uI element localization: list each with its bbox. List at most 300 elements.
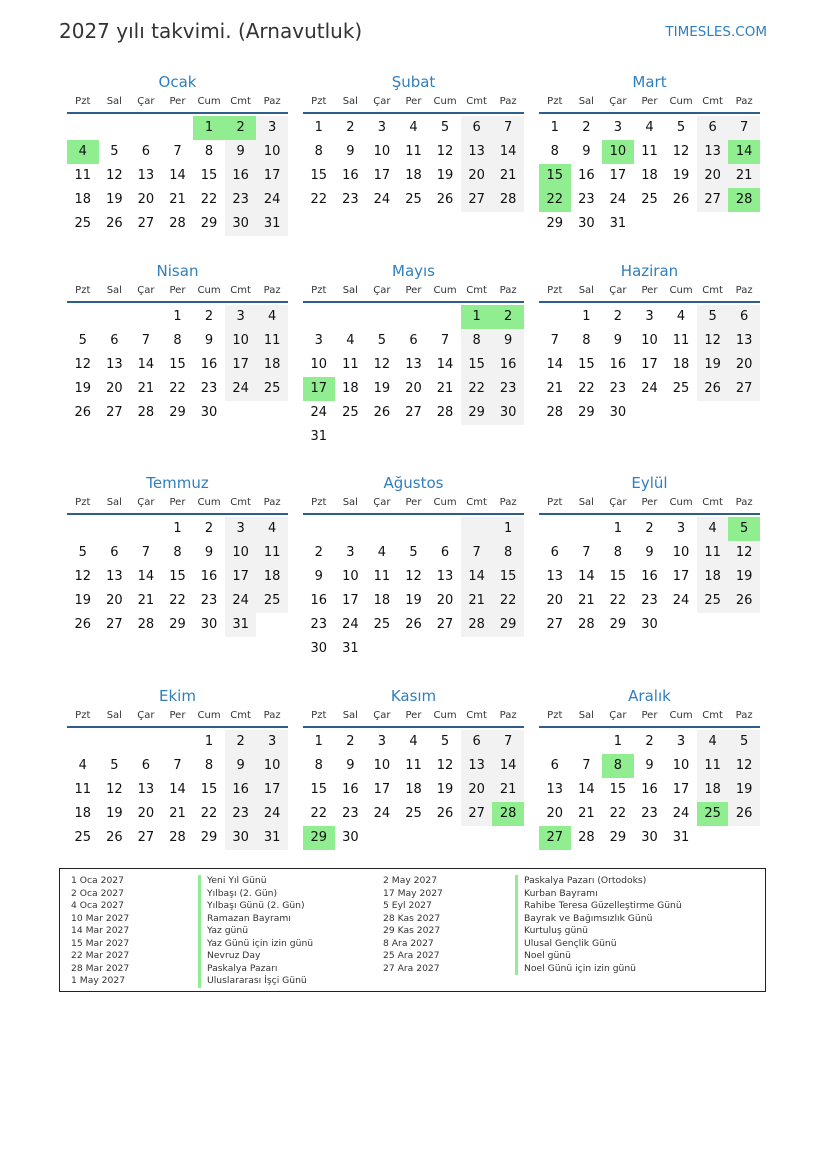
- month-name: Şubat: [391, 73, 436, 91]
- day-cell: 8: [204, 144, 214, 159]
- day-cell: 7: [492, 730, 524, 754]
- day-cell: 5: [110, 144, 119, 159]
- day-cell: 21: [578, 593, 595, 608]
- day-cell: 9: [492, 329, 524, 353]
- weekday-label: Cmt: [466, 285, 487, 296]
- legend-date: 1 Oca 2027: [71, 875, 124, 886]
- day-cell: 2: [204, 309, 214, 324]
- header-rule: [303, 513, 524, 515]
- day-cell: 1: [582, 309, 591, 324]
- holiday-day-cell: 1: [193, 116, 225, 140]
- day-cell: 3: [346, 545, 355, 560]
- day-cell: 25: [74, 216, 92, 231]
- header-rule: [303, 726, 524, 728]
- day-cell: 26: [697, 377, 729, 401]
- day-cell: 30: [609, 405, 627, 420]
- empty-cell: [130, 730, 162, 754]
- day-cell: 27: [137, 216, 155, 231]
- day-cell: 31: [310, 429, 328, 444]
- day-cell: 9: [346, 144, 355, 159]
- day-cell: 11: [256, 329, 288, 353]
- empty-cell: [67, 305, 99, 329]
- day-cell: 24: [672, 806, 690, 821]
- month-1: [67, 71, 288, 236]
- day-cell: 23: [641, 806, 658, 821]
- day-cell: 31: [256, 212, 288, 236]
- empty-cell: [539, 730, 571, 754]
- weekday-label: Çar: [609, 285, 627, 296]
- day-cell: 3: [676, 734, 686, 749]
- day-cell: 21: [137, 381, 155, 396]
- day-cell: 22: [169, 593, 186, 608]
- weekday-label: Per: [405, 497, 422, 508]
- day-cell: 26: [672, 192, 690, 207]
- day-cell: 16: [200, 569, 218, 584]
- weekday-header: [539, 494, 760, 512]
- day-cell: 1: [613, 521, 623, 536]
- header-rule: [539, 301, 760, 303]
- day-cell: 25: [256, 377, 288, 401]
- month-7: [67, 472, 288, 637]
- day-cell: 17: [672, 782, 690, 797]
- weekday-label: Pzt: [547, 497, 563, 508]
- month-name: Eylül: [631, 474, 668, 492]
- legend-holiday-name: Noel günü: [515, 950, 682, 963]
- day-cell: 14: [137, 357, 155, 372]
- day-cell: 8: [461, 329, 493, 353]
- month-10: [67, 685, 288, 850]
- day-grid: [303, 730, 524, 850]
- day-cell: 10: [342, 569, 359, 584]
- day-cell: 12: [74, 569, 92, 584]
- month-6: [539, 260, 760, 425]
- day-cell: 31: [225, 613, 257, 637]
- legend-holiday-name: Yılbaşı Günü (2. Gün): [198, 900, 313, 913]
- day-cell: 13: [137, 168, 155, 183]
- month-11: [303, 685, 524, 850]
- day-grid: [67, 730, 288, 850]
- day-cell: 15: [200, 168, 218, 183]
- day-cell: 9: [645, 758, 654, 773]
- day-grid: [67, 116, 288, 236]
- day-grid: [67, 517, 288, 637]
- weekday-label: Per: [405, 710, 422, 721]
- day-cell: 22: [461, 377, 493, 401]
- day-cell: 29: [492, 613, 524, 637]
- day-cell: 28: [546, 405, 564, 420]
- day-cell: 29: [169, 617, 186, 632]
- day-cell: 10: [373, 144, 391, 159]
- day-cell: 24: [609, 192, 627, 207]
- day-cell: 2: [225, 730, 257, 754]
- day-cell: 19: [74, 593, 92, 608]
- day-cell: 9: [225, 140, 257, 164]
- day-cell: 11: [641, 144, 658, 159]
- weekday-label: Çar: [137, 285, 155, 296]
- day-cell: 21: [546, 381, 564, 396]
- day-cell: 5: [409, 545, 418, 560]
- day-cell: 21: [169, 192, 186, 207]
- day-cell: 24: [256, 188, 288, 212]
- header-rule: [303, 301, 524, 303]
- day-cell: 28: [578, 830, 595, 845]
- day-cell: 12: [373, 357, 391, 372]
- header-rule: [67, 112, 288, 114]
- day-cell: 15: [492, 565, 524, 589]
- day-cell: 11: [74, 168, 92, 183]
- day-cell: 28: [461, 613, 493, 637]
- day-cell: 29: [169, 405, 186, 420]
- day-cell: 10: [256, 754, 288, 778]
- day-cell: 7: [728, 116, 760, 140]
- day-cell: 29: [609, 617, 627, 632]
- weekday-label: Cum: [433, 96, 457, 107]
- day-cell: 29: [200, 830, 218, 845]
- day-grid: [67, 305, 288, 425]
- day-cell: 24: [373, 192, 391, 207]
- weekday-header: [539, 282, 760, 300]
- day-grid: [303, 517, 524, 661]
- day-cell: 28: [169, 216, 186, 231]
- weekday-label: Paz: [735, 497, 753, 508]
- header-rule: [67, 513, 288, 515]
- day-cell: 27: [697, 188, 729, 212]
- month-4: [67, 260, 288, 425]
- weekday-label: Paz: [735, 710, 753, 721]
- weekday-header: [303, 494, 524, 512]
- weekday-label: Cum: [433, 497, 457, 508]
- weekday-label: Çar: [373, 285, 391, 296]
- day-cell: 11: [74, 782, 92, 797]
- day-cell: 5: [78, 545, 87, 560]
- day-cell: 13: [728, 329, 760, 353]
- day-cell: 1: [550, 120, 559, 135]
- holiday-day-cell: 4: [67, 140, 99, 164]
- day-cell: 22: [200, 806, 218, 821]
- day-cell: 27: [436, 617, 454, 632]
- day-cell: 8: [550, 144, 559, 159]
- day-cell: 27: [461, 188, 493, 212]
- empty-cell: [366, 305, 398, 329]
- weekday-header: [67, 282, 288, 300]
- weekday-label: Per: [641, 96, 658, 107]
- day-cell: 2: [645, 521, 654, 536]
- legend-holiday-name: Yaz Günü için izin günü: [198, 938, 313, 951]
- day-cell: 30: [342, 830, 359, 845]
- day-cell: 5: [697, 305, 729, 329]
- day-cell: 10: [225, 329, 257, 353]
- day-cell: 21: [436, 381, 454, 396]
- day-cell: 5: [440, 734, 450, 749]
- weekday-label: Cum: [197, 710, 221, 721]
- day-cell: 1: [613, 734, 623, 749]
- empty-cell: [571, 730, 603, 754]
- month-name: Ekim: [159, 687, 196, 705]
- day-cell: 22: [578, 381, 595, 396]
- day-cell: 16: [641, 569, 658, 584]
- day-cell: 8: [492, 541, 524, 565]
- day-cell: 1: [173, 309, 182, 324]
- day-cell: 23: [200, 593, 218, 608]
- day-cell: 2: [645, 734, 654, 749]
- day-cell: 4: [645, 120, 654, 135]
- month-name: Aralık: [628, 687, 671, 705]
- empty-cell: [539, 517, 571, 541]
- day-cell: 28: [492, 188, 524, 212]
- day-cell: 17: [373, 168, 391, 183]
- day-cell: 10: [672, 545, 690, 560]
- weekday-label: Pzt: [311, 710, 327, 721]
- day-cell: 25: [405, 192, 422, 207]
- holiday-day-cell: 14: [728, 140, 760, 164]
- day-cell: 20: [546, 806, 564, 821]
- weekday-label: Per: [405, 285, 422, 296]
- day-cell: 6: [550, 545, 559, 560]
- day-cell: 3: [256, 116, 288, 140]
- day-cell: 21: [461, 589, 493, 613]
- day-cell: 19: [373, 381, 391, 396]
- day-cell: 20: [728, 353, 760, 377]
- weekday-label: Çar: [609, 96, 627, 107]
- legend-date: 4 Oca 2027: [71, 900, 124, 911]
- day-cell: 23: [225, 802, 257, 826]
- legend-dates-left: [71, 875, 129, 988]
- day-cell: 20: [405, 381, 422, 396]
- day-cell: 6: [141, 758, 151, 773]
- month-name: Haziran: [620, 262, 679, 280]
- weekday-label: Cum: [197, 497, 221, 508]
- day-cell: 25: [256, 589, 288, 613]
- day-cell: 11: [405, 144, 422, 159]
- day-cell: 6: [550, 758, 559, 773]
- day-cell: 19: [728, 778, 760, 802]
- day-cell: 21: [728, 164, 760, 188]
- day-cell: 30: [200, 617, 218, 632]
- empty-cell: [429, 305, 461, 329]
- day-cell: 24: [641, 381, 658, 396]
- day-cell: 26: [106, 830, 123, 845]
- month-12: [539, 685, 760, 850]
- weekday-label: Pzt: [547, 96, 563, 107]
- weekday-label: Çar: [137, 96, 155, 107]
- day-cell: 2: [204, 521, 214, 536]
- day-cell: 8: [204, 758, 214, 773]
- empty-cell: [67, 730, 99, 754]
- month-3: [539, 71, 760, 236]
- weekday-label: Çar: [373, 497, 391, 508]
- day-cell: 18: [373, 593, 391, 608]
- legend-names-left: [198, 875, 313, 988]
- holiday-day-cell: 17: [303, 377, 335, 401]
- day-cell: 19: [436, 168, 454, 183]
- day-cell: 3: [225, 517, 257, 541]
- day-cell: 2: [314, 545, 323, 560]
- day-cell: 20: [436, 593, 454, 608]
- weekday-label: Cmt: [702, 96, 723, 107]
- day-grid: [303, 305, 524, 449]
- day-cell: 14: [436, 357, 454, 372]
- day-cell: 15: [609, 782, 627, 797]
- day-cell: 7: [582, 758, 591, 773]
- legend-holiday-name: Bayrak ve Bağımsızlık Günü: [515, 913, 682, 926]
- day-cell: 23: [578, 192, 595, 207]
- empty-cell: [366, 517, 398, 541]
- day-cell: 17: [342, 593, 359, 608]
- weekday-label: Paz: [263, 710, 281, 721]
- legend-holiday-name: Yaz günü: [198, 925, 313, 938]
- day-cell: 13: [461, 754, 493, 778]
- empty-cell: [303, 305, 335, 329]
- day-cell: 23: [342, 192, 359, 207]
- holiday-day-cell: 5: [728, 517, 760, 541]
- empty-cell: [461, 517, 493, 541]
- legend-holiday-name: Paskalya Pazarı (Ortodoks): [515, 875, 682, 888]
- legend-date: 8 Ara 2027: [383, 937, 434, 949]
- day-cell: 27: [137, 830, 155, 845]
- day-cell: 24: [310, 405, 328, 420]
- weekday-label: Çar: [609, 710, 627, 721]
- weekday-header: [303, 282, 524, 300]
- weekday-label: Sal: [578, 285, 594, 296]
- day-cell: 25: [697, 589, 729, 613]
- legend-date: 29 Kas 2027: [383, 925, 441, 936]
- day-cell: 7: [141, 333, 151, 348]
- weekday-label: Cum: [669, 497, 693, 508]
- day-grid: [539, 517, 760, 637]
- day-cell: 11: [405, 758, 422, 773]
- month-name: Nisan: [156, 262, 199, 280]
- day-cell: 7: [440, 333, 450, 348]
- day-cell: 25: [342, 405, 359, 420]
- day-cell: 4: [697, 517, 729, 541]
- day-cell: 16: [342, 782, 359, 797]
- day-cell: 4: [409, 734, 418, 749]
- day-cell: 7: [492, 116, 524, 140]
- day-cell: 11: [373, 569, 391, 584]
- day-cell: 17: [225, 353, 257, 377]
- day-cell: 19: [106, 806, 123, 821]
- day-cell: 23: [200, 381, 218, 396]
- day-cell: 20: [106, 593, 123, 608]
- day-cell: 13: [436, 569, 454, 584]
- day-cell: 10: [310, 357, 328, 372]
- weekday-label: Paz: [263, 96, 281, 107]
- weekday-label: Cmt: [230, 96, 251, 107]
- empty-cell: [335, 305, 367, 329]
- day-cell: 12: [697, 329, 729, 353]
- day-cell: 22: [609, 593, 627, 608]
- legend-holiday-name: Kurtuluş günü: [515, 925, 682, 938]
- day-cell: 14: [492, 140, 524, 164]
- day-cell: 17: [609, 168, 627, 183]
- day-cell: 1: [314, 120, 323, 135]
- day-cell: 16: [342, 168, 359, 183]
- legend-holiday-name: Ulusal Gençlik Günü: [515, 938, 682, 951]
- weekday-label: Cum: [669, 96, 693, 107]
- day-cell: 14: [169, 782, 186, 797]
- weekday-label: Sal: [342, 96, 358, 107]
- holiday-day-cell: 25: [697, 802, 729, 826]
- day-cell: 9: [204, 333, 214, 348]
- day-cell: 16: [310, 593, 328, 608]
- day-cell: 15: [310, 168, 328, 183]
- weekday-label: Per: [641, 285, 658, 296]
- day-cell: 6: [409, 333, 418, 348]
- day-cell: 11: [672, 333, 690, 348]
- day-cell: 21: [492, 164, 524, 188]
- day-cell: 15: [310, 782, 328, 797]
- holiday-day-cell: 27: [539, 826, 571, 850]
- day-cell: 4: [676, 309, 686, 324]
- day-cell: 25: [672, 381, 690, 396]
- day-cell: 1: [492, 517, 524, 541]
- day-cell: 16: [225, 164, 257, 188]
- day-cell: 14: [169, 168, 186, 183]
- day-cell: 24: [672, 593, 690, 608]
- day-cell: 6: [461, 730, 493, 754]
- day-cell: 9: [645, 545, 654, 560]
- weekday-label: Cmt: [702, 497, 723, 508]
- weekday-label: Pzt: [75, 497, 91, 508]
- day-cell: 28: [137, 617, 155, 632]
- day-cell: 26: [74, 405, 92, 420]
- day-cell: 7: [173, 144, 182, 159]
- day-cell: 18: [256, 353, 288, 377]
- day-cell: 18: [74, 806, 92, 821]
- day-cell: 5: [110, 758, 119, 773]
- weekday-label: Pzt: [311, 96, 327, 107]
- legend-date: 28 Mar 2027: [71, 962, 130, 974]
- month-8: [303, 472, 524, 661]
- weekday-label: Cmt: [466, 497, 487, 508]
- weekday-header: [539, 707, 760, 725]
- legend-holiday-name: Noel Günü için izin günü: [515, 963, 682, 976]
- legend-holiday-name: Uluslararası İşçi Günü: [198, 975, 313, 988]
- day-cell: 25: [641, 192, 658, 207]
- day-cell: 22: [169, 381, 186, 396]
- day-cell: 14: [578, 569, 595, 584]
- page-title: 2027 yılı takvimi. (Arnavutluk): [59, 19, 363, 43]
- day-cell: 12: [106, 168, 123, 183]
- day-cell: 20: [137, 192, 155, 207]
- day-cell: 16: [578, 168, 595, 183]
- day-cell: 29: [461, 401, 493, 425]
- day-cell: 30: [225, 212, 257, 236]
- day-cell: 4: [697, 730, 729, 754]
- weekday-label: Çar: [609, 497, 627, 508]
- day-grid: [303, 116, 524, 212]
- day-cell: 23: [310, 617, 328, 632]
- day-cell: 29: [546, 216, 564, 231]
- day-cell: 22: [609, 806, 627, 821]
- site-link[interactable]: TIMESLES.COM: [665, 24, 767, 40]
- day-cell: 12: [405, 569, 422, 584]
- day-cell: 13: [137, 782, 155, 797]
- day-cell: 11: [256, 541, 288, 565]
- day-cell: 4: [78, 758, 87, 773]
- weekday-header: [67, 707, 288, 725]
- day-cell: 18: [672, 357, 690, 372]
- weekday-label: Sal: [342, 497, 358, 508]
- weekday-label: Pzt: [311, 285, 327, 296]
- weekday-label: Per: [169, 285, 186, 296]
- day-cell: 6: [110, 333, 119, 348]
- legend-dates-right: [383, 875, 443, 975]
- header-rule: [539, 112, 760, 114]
- weekday-header: [539, 93, 760, 111]
- weekday-label: Cum: [669, 710, 693, 721]
- day-cell: 26: [405, 617, 422, 632]
